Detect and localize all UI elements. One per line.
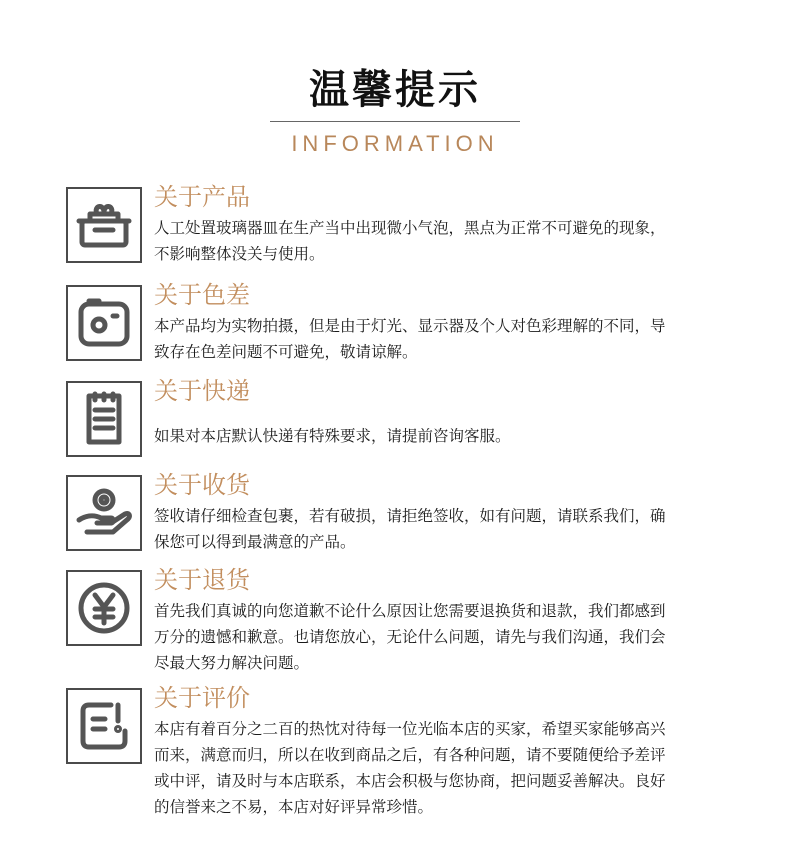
section-title: 关于快递 <box>154 377 250 405</box>
section-body <box>154 716 744 820</box>
section-line: 本产品均为实物拍摄，但是由于灯光、显示器及个人对色彩理解的不同，导 <box>154 317 666 335</box>
clipboard-icon <box>66 381 142 457</box>
yuan-icon <box>66 570 142 646</box>
section-line: 而来，满意而归，所以在收到商品之后，有各种问题，请不要随便给予差评 <box>154 746 666 764</box>
hand-coin-icon <box>66 475 142 551</box>
section-body <box>154 215 744 267</box>
section-body <box>154 598 744 676</box>
section-title: 关于产品 <box>154 183 250 211</box>
section-title: 关于收货 <box>154 471 250 499</box>
section-line: 不影响整体没关与使用。 <box>154 245 325 263</box>
section-line: 或中评，请及时与本店联系，本店会积极与您协商，把问题妥善解决。良好 <box>154 772 666 790</box>
section-title: 关于退货 <box>154 566 250 594</box>
section-line: 人工处置玻璃器皿在生产当中出现微小气泡，黑点为正常不可避免的现象， <box>154 219 666 237</box>
gift-icon <box>66 187 142 263</box>
section-title: 关于评价 <box>154 684 250 712</box>
section-body <box>154 423 744 449</box>
section-line: 的信誉来之不易，本店对好评异常珍惜。 <box>154 798 434 816</box>
title-divider <box>270 121 520 122</box>
section-line: 尽最大努力解决问题。 <box>154 654 310 672</box>
page-title: 温馨提示 <box>309 67 481 113</box>
section-body <box>154 503 744 555</box>
section-body <box>154 313 744 365</box>
review-note-icon <box>66 688 142 764</box>
section-title: 关于色差 <box>154 281 250 309</box>
camera-icon <box>66 285 142 361</box>
section-line: 签收请仔细检查包裹，若有破损，请拒绝签收，如有问题，请联系我们，确 <box>154 507 666 525</box>
page-subtitle: INFORMATION <box>291 131 499 156</box>
section-line: 保您可以得到最满意的产品。 <box>154 533 356 551</box>
section-line: 本店有着百分之二百的热忱对待每一位光临本店的买家，希望买家能够高兴 <box>154 720 666 738</box>
section-line: 首先我们真诚的向您道歉不论什么原因让您需要退换货和退款，我们都感到 <box>154 602 666 620</box>
section-line: 致存在色差问题不可避免，敬请谅解。 <box>154 343 418 361</box>
section-line: 如果对本店默认快递有特殊要求，请提前咨询客服。 <box>154 427 511 445</box>
section-line: 万分的遗憾和歉意。也请您放心，无论什么问题，请先与我们沟通，我们会 <box>154 628 666 646</box>
